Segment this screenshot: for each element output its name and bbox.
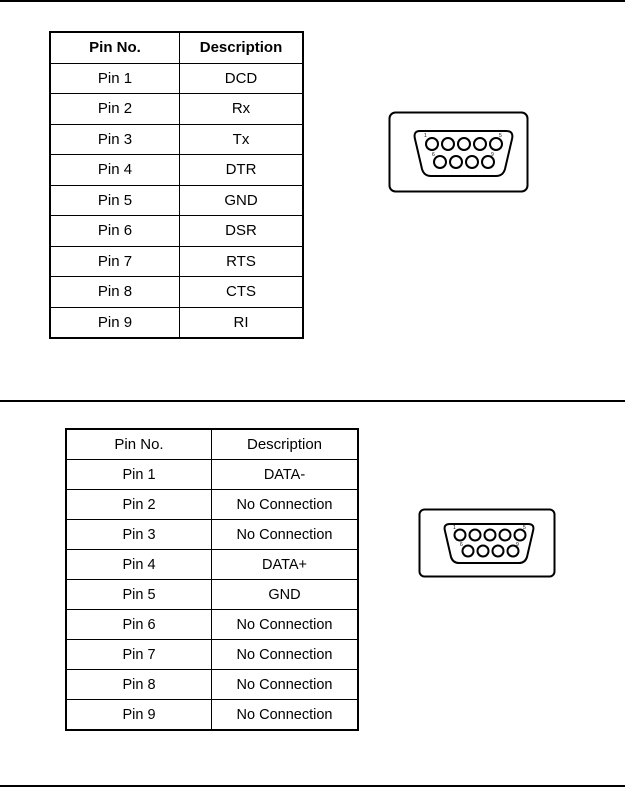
table-row <box>66 520 358 550</box>
pin-cell: Pin 9 <box>66 700 212 731</box>
pin-cell: Pin 2 <box>50 94 180 125</box>
table-row <box>50 185 303 216</box>
table-header-row <box>50 32 303 63</box>
table-row <box>66 640 358 670</box>
pin-cell: Pin 8 <box>66 670 212 700</box>
description-cell: Rx <box>180 94 304 125</box>
description-cell: DATA+ <box>212 550 359 580</box>
description-cell: No Connection <box>212 640 359 670</box>
description-cell: DATA- <box>212 460 359 490</box>
pin-cell: Pin 4 <box>66 550 212 580</box>
table-row <box>50 94 303 125</box>
table-row <box>66 490 358 520</box>
table-row <box>50 216 303 247</box>
table-header-row <box>66 429 358 460</box>
pin-cell: Pin 2 <box>66 490 212 520</box>
description-cell: No Connection <box>212 670 359 700</box>
table-row <box>50 246 303 277</box>
pin-cell: Pin 4 <box>50 155 180 186</box>
description-cell: No Connection <box>212 610 359 640</box>
pin-cell: Pin 9 <box>50 307 180 338</box>
header-pin-no: Pin No. <box>66 429 212 460</box>
header-pin-no: Pin No. <box>50 32 180 63</box>
db9-connector-icon <box>388 111 529 193</box>
table-row <box>50 124 303 155</box>
description-cell: DTR <box>180 155 304 186</box>
svg-text:1: 1 <box>453 525 456 531</box>
top-divider <box>0 0 625 2</box>
bottom-divider <box>0 785 625 787</box>
table-row <box>66 580 358 610</box>
pin-cell: Pin 5 <box>50 185 180 216</box>
pin-cell: Pin 7 <box>50 246 180 277</box>
description-cell: DCD <box>180 63 304 94</box>
table-row <box>50 277 303 308</box>
description-cell: Tx <box>180 124 304 155</box>
pin-cell: Pin 7 <box>66 640 212 670</box>
pin-cell: Pin 6 <box>50 216 180 247</box>
pin-cell: Pin 8 <box>50 277 180 308</box>
pin-table-2 <box>65 428 359 731</box>
svg-text:5: 5 <box>523 525 526 531</box>
table-row <box>50 307 303 338</box>
table-row <box>66 670 358 700</box>
description-cell: GND <box>212 580 359 610</box>
svg-text:6: 6 <box>432 152 435 158</box>
pin-cell: Pin 1 <box>50 63 180 94</box>
table-row <box>50 155 303 186</box>
svg-text:9: 9 <box>516 542 519 548</box>
table-row <box>66 610 358 640</box>
description-cell: GND <box>180 185 304 216</box>
description-cell: DSR <box>180 216 304 247</box>
header-description: Description <box>180 32 304 63</box>
description-cell: No Connection <box>212 490 359 520</box>
table-row <box>66 700 358 731</box>
pin-cell: Pin 3 <box>50 124 180 155</box>
svg-text:6: 6 <box>460 542 463 548</box>
svg-text:1: 1 <box>424 133 427 139</box>
svg-text:9: 9 <box>491 152 494 158</box>
table-row <box>50 63 303 94</box>
pin-cell: Pin 3 <box>66 520 212 550</box>
description-cell: RI <box>180 307 304 338</box>
table-row <box>66 460 358 490</box>
pin-cell: Pin 6 <box>66 610 212 640</box>
pin-table-1 <box>49 31 304 339</box>
pin-cell: Pin 5 <box>66 580 212 610</box>
description-cell: RTS <box>180 246 304 277</box>
description-cell: CTS <box>180 277 304 308</box>
pin-cell: Pin 1 <box>66 460 212 490</box>
middle-divider <box>0 400 625 402</box>
description-cell: No Connection <box>212 520 359 550</box>
svg-text:5: 5 <box>499 133 502 139</box>
db9-connector-icon <box>418 508 556 578</box>
header-description: Description <box>212 429 359 460</box>
description-cell: No Connection <box>212 700 359 731</box>
table-row <box>66 550 358 580</box>
